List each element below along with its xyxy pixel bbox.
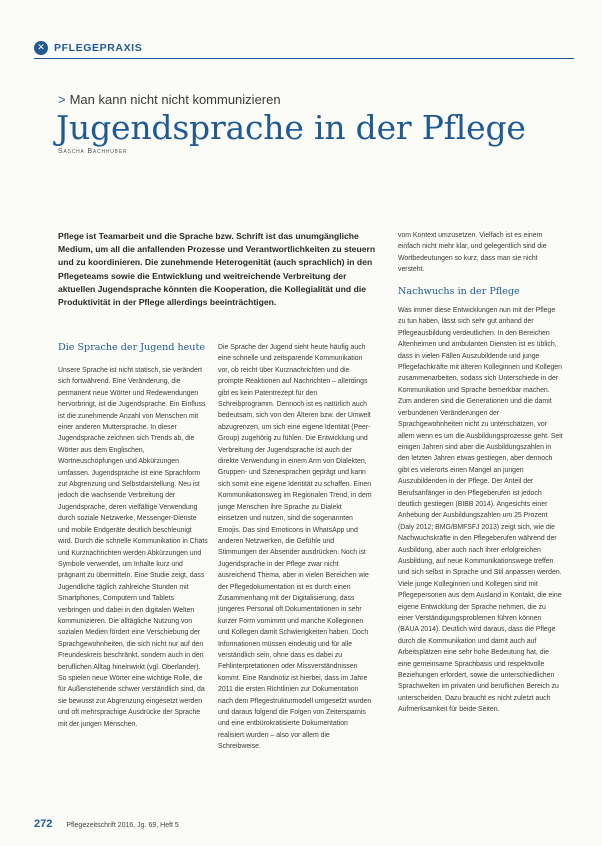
journal-citation: Pflegezeitschrift 2016, Jg. 69, Heft 5 [66,822,179,829]
chevron-right-icon: > [58,92,66,107]
column-3-text-top: vom Kontext umzusetzen. Vielfach ist es einem einfach nicht mehr klar, und gelegentlich sind die Wortbedeutungen so kurz, dass man sie nicht versteht. [398,232,547,274]
section-divider [34,58,574,59]
column-3 [398,230,563,716]
kicker-text: Man kann nicht nicht kommunizieren [69,92,281,107]
page-footer [34,818,179,830]
column-2 [218,342,373,753]
section-header [34,40,574,56]
page-number: 272 [34,818,53,830]
column-1-text: Unsere Sprache ist nicht statisch, sie verändert sich fortwährend. Eine Veränderung, die permanent neue Wörter und Redewendungen hervorbringt, ist die Jugendsprache. Ein Einfluss ist die zunehmende Anzahl von Menschen mit einer anderen Muttersprache. In dieser Jugendsprache zeichnen sich Trends ab, die Wörter aus dem Englischen, Wortneuschöpfungen und Abkürzungen umfassen. Jugendsprache ist eine Sprachform zur Abgrenzung und Selbstdarstellung. Neu ist jedoch die wachsende Verbreitung der Jugendsprache, deren vielfältige Verwendung durch soziale Netzwerke, Messenger-Dienste und mobile Endgeräte deutlich beschleunigt wird. Durch die schnelle Kommunikation in Chats und Kurznachrichten werden Abkürzungen und Symbole verwendet, um Inhalte kurz und prägnant zu übermitteln. Eine Studie zeigt, dass Jugendliche täglich zahlreiche Stunden mit Smartphones, Computern und Tablets verbringen und dabei in den digitalen Welten kommunizieren. Die alltägliche Nutzung von sozialen Medien fördert eine Verschiebung der Sprachgewohnheiten, die sich nicht nur auf den Freundeskreis beschränkt, sondern auch in den beruflichen Alltag hineinwirkt (vgl. Oberlander). So spielen neue Wörter eine wichtige Rolle, die für Außenstehende schwer verständlich sind, da sie bewusst zur Abgrenzung eingesetzt werden und oft mehrsprachige Ausdrücke der Sprache mit der jungen Menschen. [58,367,208,728]
article-author: Sascha Bachhuber [58,148,128,155]
article-title: Jugendsprache in der Pflege [56,108,526,147]
article-lead: Pflege ist Teamarbeit und die Sprache bzw. Schrift ist das unumgängliche Medium, um all die anfallenden Prozesse und Verantwortlichkeiten zu steuern und zu koordinieren. Die zunehmende Heterogenität (auch sprachlich) in den Pflegeteams sowie die Entwicklung und weitreichende Verbreitung der aktuellen Jugendsprache könnten die Kooperation, die Kollegialität und die Produktivität in der Pflege allerdings beeinträchtigen. [58,231,376,308]
column-2-text: Die Sprache der Jugend sieht heute häufig auch eine schnelle und zeitsparende Kommunikation vor, ob reicht über Kurznachrichten und die prompte Reaktionen auf Nachrichten – allerdings gibt es kein Patentrezept für den Schreibprogramm. Dennoch ist es natürlich auch bedeutsam, sich von den Älteren bzw. der Umwelt abzugrenzen, um sich eine eigene Identität (Peer-Group) zugehörig zu fühlen. Die Entwicklung und Verbreitung der Jugendsprache ist auch der direkte Verwendung in einem Arm von Dialekten, Gruppen- und Szenesprachen geprägt und kann sich somit eine eigene Identität zu schaffen. Einen Kommunikationsweg im Regionalen Trend, in dem junge Menschen ihre Sprache zu Dialekt einsetzen und nutzen, sind die sogenannten Emojis. Das sind Emoticons in WhatsApp und anderen Netzwerken, die Gefühle und Stimmungen der Absender ausdrücken. Noch ist Jugendsprache in der Pflege zwar nicht ausreichend Thema, aber in vielen Bereichen wie der Pflegedokumentation ist es durch einen Zusammenhang mit der Digitalisierung, dass jüngeres Personal oft Dokumentationen in sehr kurzer Form vornimmt und manche Kolleginnen und Kollegen damit Schwierigkeiten haben. Doch Informationen müssen eindeutig und für alle verständlich sein, ohne dass es dabei zu Fehlinterpretationen oder Missverständnissen kommt. Eine Randnotiz ist hierbei, dass im Jahre 2011 die ersten Richtlinien zur Dokumentation nach dem Pflegestrukturmodell umgesetzt wurden und daraus folgend die Folgen von Zeitersparnis und eine entbürokratisierte Dokumentation realisiert wurden – also vor allem die Schreibweise. [218,344,372,751]
column-1-heading: Die Sprache der Jugend heute [58,342,206,353]
column-1 [58,342,208,730]
x-circle-icon: ✕ [34,41,48,55]
article-kicker [58,92,281,107]
section-title: PFLEGEPRAXIS [54,42,143,54]
column-3-text: Was immer diese Entwicklungen nun mit der Pflege zu tun haben, lässt sich sehr gut anhand der Pflegeausbildung verdeutlichen. In den Bereichen Altenheimen und ambulanten Diensten ist es üblich, dass in vielen Fällen Auszubildende und junge Pflegefachkräfte mit älteren Kolleginnen und Kollegen zusammenarbeiten, sodass sich Unterschiede in der Kommunikation und Sprache bemerkbar machen. Zum anderen sind die Generationen und die damit verbundenen Veränderungen der Sprachgewohnheiten nicht zu unterschätzen, vor allem wenn es um die Ausbildungsprozesse geht. Seit einigen Jahren sind aber die Ausbildungszahlen in den letzten Jahren etwas gestiegen, aber dennoch gibt es vielerorts einen Mangel an jungen Auszubildenden in der Pflege. Der Anteil der Berufsanfänger in den Pflegeberufen ist jedoch deutlich gestiegen (BIBB 2014). Angesichts einer Anhebung der Ausbildungszahlen um 25 Prozent (Daly 2012; BMG/BMFSFJ 2013) zeigt sich, wie die Nachwuchskräfte in den Pflegeberufen während der Ausbildung, aber auch nach ihrer erfolgreichen Ausbildung, auf neue Kommunikationswege treffen und sich selbst in Sprache und Stil anpassen werden. Viele junge Kolleginnen und Kollegen sind mit Pflegepersonen aus dem Ausland in Kontakt, die eine eigene Entwicklung der Sprache nehmen, die zu einer Verständigungsproblemen führen können (BAUA 2014). Deutlich wird daraus, dass die Pflege durch die Kommunikation und damit auch auf Arbeitsplätzen eine sehr hohe Bedeutung hat, die eine gemeinsame Sprachbasis und respektvolle Beziehungen erfordert, sowie die unterschiedlichen Sprachwelten im privaten und beruflichen Bereich zu unterscheiden. Dazu braucht es nicht zuletzt auch Aufmerksamkeit für beide Seiten. [398,307,563,714]
column-3-heading: Nachwuchs in der Pflege [398,285,520,297]
